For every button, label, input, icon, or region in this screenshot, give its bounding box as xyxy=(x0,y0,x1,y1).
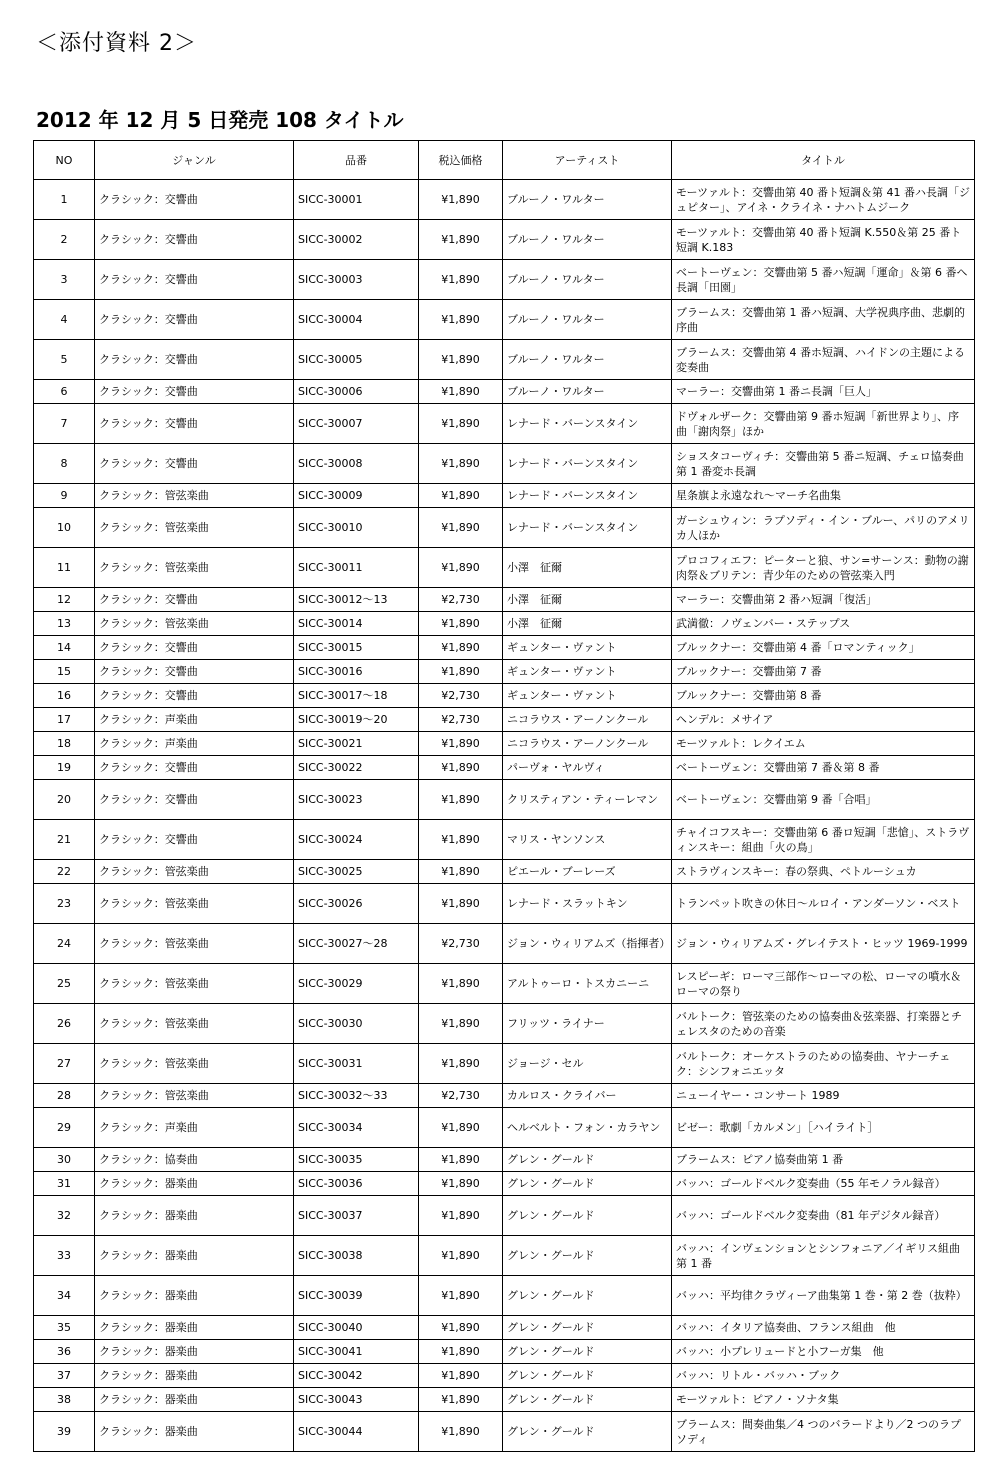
cell-artist: グレン・グールド xyxy=(503,1196,672,1236)
table-row xyxy=(34,340,975,380)
cell-title: ショスタコーヴィチ：交響曲第 5 番ニ短調、チェロ協奏曲第 1 番変ホ長調 xyxy=(672,444,975,484)
cell-price: ¥1,890 xyxy=(419,1196,503,1236)
cell-code: SICC-30007 xyxy=(294,404,419,444)
cell-artist: ブルーノ・ワルター xyxy=(503,300,672,340)
cell-artist: ギュンター・ヴァント xyxy=(503,636,672,660)
cell-title: レスピーギ：ローマ三部作～ローマの松、ローマの噴水＆ローマの祭り xyxy=(672,964,975,1004)
cell-artist: ジョージ・セル xyxy=(503,1044,672,1084)
cell-title: ブルックナー：交響曲第 8 番 xyxy=(672,684,975,708)
cell-artist: レナード・スラットキン xyxy=(503,884,672,924)
cell-title: バッハ：リトル・バッハ・ブック xyxy=(672,1364,975,1388)
cell-artist: フリッツ・ライナー xyxy=(503,1004,672,1044)
cell-genre: クラシック：交響曲 xyxy=(95,756,294,780)
table-row xyxy=(34,1276,975,1316)
cell-no: 3 xyxy=(34,260,95,300)
cell-code: SICC-30025 xyxy=(294,860,419,884)
cell-price: ¥1,890 xyxy=(419,1276,503,1316)
cell-artist: クリスティアン・ティーレマン xyxy=(503,780,672,820)
cell-no: 18 xyxy=(34,732,95,756)
table-row xyxy=(34,1172,975,1196)
cell-title: バルトーク：オーケストラのための協奏曲、ヤナーチェク：シンフォニエッタ xyxy=(672,1044,975,1084)
cell-code: SICC-30002 xyxy=(294,220,419,260)
table-row xyxy=(34,300,975,340)
cell-genre: クラシック：交響曲 xyxy=(95,300,294,340)
cell-no: 11 xyxy=(34,548,95,588)
cell-price: ¥1,890 xyxy=(419,780,503,820)
cell-artist: ブルーノ・ワルター xyxy=(503,380,672,404)
cell-code: SICC-30006 xyxy=(294,380,419,404)
cell-code: SICC-30038 xyxy=(294,1236,419,1276)
column-header-genre: ジャンル xyxy=(95,141,294,180)
cell-code: SICC-30014 xyxy=(294,612,419,636)
cell-genre: クラシック：管弦楽曲 xyxy=(95,484,294,508)
table-header-row xyxy=(34,141,975,180)
cell-artist: 小澤 征爾 xyxy=(503,612,672,636)
cell-no: 2 xyxy=(34,220,95,260)
table-row xyxy=(34,780,975,820)
cell-no: 12 xyxy=(34,588,95,612)
cell-code: SICC-30009 xyxy=(294,484,419,508)
cell-no: 24 xyxy=(34,924,95,964)
cell-no: 39 xyxy=(34,1412,95,1452)
cell-title: トランペット吹きの休日～ルロイ・アンダーソン・ベスト xyxy=(672,884,975,924)
cell-artist: ヘルベルト・フォン・カラヤン xyxy=(503,1108,672,1148)
table-row xyxy=(34,444,975,484)
cell-price: ¥2,730 xyxy=(419,708,503,732)
cell-title: ベートーヴェン：交響曲第 7 番＆第 8 番 xyxy=(672,756,975,780)
cell-no: 25 xyxy=(34,964,95,1004)
cell-no: 5 xyxy=(34,340,95,380)
cell-code: SICC-30035 xyxy=(294,1148,419,1172)
cell-price: ¥1,890 xyxy=(419,1148,503,1172)
cell-artist: ブルーノ・ワルター xyxy=(503,340,672,380)
cell-artist: グレン・グールド xyxy=(503,1388,672,1412)
cell-genre: クラシック：管弦楽曲 xyxy=(95,508,294,548)
cell-artist: ジョン・ウィリアムズ（指揮者） xyxy=(503,924,672,964)
cell-code: SICC-30036 xyxy=(294,1172,419,1196)
table-row xyxy=(34,380,975,404)
cell-no: 30 xyxy=(34,1148,95,1172)
table-row xyxy=(34,860,975,884)
cell-title: バルトーク：管弦楽のための協奏曲＆弦楽器、打楽器とチェレスタのための音楽 xyxy=(672,1004,975,1044)
column-header-artist: アーティスト xyxy=(503,141,672,180)
cell-no: 20 xyxy=(34,780,95,820)
cell-genre: クラシック：交響曲 xyxy=(95,820,294,860)
cell-genre: クラシック：管弦楽曲 xyxy=(95,1044,294,1084)
cell-title: ブラームス：交響曲第 4 番ホ短調、ハイドンの主題による変奏曲 xyxy=(672,340,975,380)
cell-title: バッハ：小プレリュードと小フーガ集 他 xyxy=(672,1340,975,1364)
cell-price: ¥1,890 xyxy=(419,548,503,588)
cell-price: ¥1,890 xyxy=(419,300,503,340)
cell-price: ¥1,890 xyxy=(419,756,503,780)
cell-no: 37 xyxy=(34,1364,95,1388)
cell-title: ベートーヴェン：交響曲第 5 番ハ短調「運命」＆第 6 番ヘ長調「田園」 xyxy=(672,260,975,300)
cell-no: 31 xyxy=(34,1172,95,1196)
cell-code: SICC-30010 xyxy=(294,508,419,548)
cell-artist: ブルーノ・ワルター xyxy=(503,180,672,220)
cell-code: SICC-30043 xyxy=(294,1388,419,1412)
cell-title: ドヴォルザーク：交響曲第 9 番ホ短調「新世界より」、序曲「謝肉祭」ほか xyxy=(672,404,975,444)
cell-price: ¥1,890 xyxy=(419,636,503,660)
cell-artist: レナード・バーンスタイン xyxy=(503,508,672,548)
cell-title: 星条旗よ永遠なれ～マーチ名曲集 xyxy=(672,484,975,508)
table-row xyxy=(34,884,975,924)
cell-genre: クラシック：器楽曲 xyxy=(95,1276,294,1316)
cell-price: ¥1,890 xyxy=(419,1004,503,1044)
cell-title: ビゼー：歌劇「カルメン」［ハイライト］ xyxy=(672,1108,975,1148)
table-row xyxy=(34,484,975,508)
cell-price: ¥1,890 xyxy=(419,484,503,508)
cell-title: 武満徹：ノヴェンバー・ステップス xyxy=(672,612,975,636)
attachment-label: ＜添付資料 2＞ xyxy=(36,31,197,56)
cell-code: SICC-30001 xyxy=(294,180,419,220)
cell-code: SICC-30027～28 xyxy=(294,924,419,964)
cell-artist: ニコラウス・アーノンクール xyxy=(503,732,672,756)
cell-artist: グレン・グールド xyxy=(503,1172,672,1196)
cell-genre: クラシック：器楽曲 xyxy=(95,1172,294,1196)
cell-code: SICC-30042 xyxy=(294,1364,419,1388)
cell-title: マーラー：交響曲第 2 番ハ短調「復活」 xyxy=(672,588,975,612)
cell-no: 17 xyxy=(34,708,95,732)
table-row xyxy=(34,508,975,548)
table-row xyxy=(34,1196,975,1236)
cell-no: 1 xyxy=(34,180,95,220)
cell-price: ¥2,730 xyxy=(419,684,503,708)
cell-price: ¥1,890 xyxy=(419,660,503,684)
cell-no: 6 xyxy=(34,380,95,404)
cell-code: SICC-30040 xyxy=(294,1316,419,1340)
table-row xyxy=(34,1004,975,1044)
cell-artist: グレン・グールド xyxy=(503,1340,672,1364)
cell-no: 32 xyxy=(34,1196,95,1236)
cell-genre: クラシック：管弦楽曲 xyxy=(95,548,294,588)
cell-title: ブラームス：ピアノ協奏曲第 1 番 xyxy=(672,1148,975,1172)
cell-price: ¥1,890 xyxy=(419,1364,503,1388)
table-row xyxy=(34,924,975,964)
column-header-title: タイトル xyxy=(672,141,975,180)
cell-code: SICC-30039 xyxy=(294,1276,419,1316)
cell-genre: クラシック：器楽曲 xyxy=(95,1412,294,1452)
cell-price: ¥1,890 xyxy=(419,260,503,300)
cell-code: SICC-30021 xyxy=(294,732,419,756)
cell-artist: パーヴォ・ヤルヴィ xyxy=(503,756,672,780)
cell-genre: クラシック：管弦楽曲 xyxy=(95,1004,294,1044)
cell-code: SICC-30032～33 xyxy=(294,1084,419,1108)
cell-no: 27 xyxy=(34,1044,95,1084)
cell-title: ブルックナー：交響曲第 4 番「ロマンティック」 xyxy=(672,636,975,660)
table-row xyxy=(34,1084,975,1108)
cell-price: ¥1,890 xyxy=(419,1108,503,1148)
table-row xyxy=(34,260,975,300)
table-row xyxy=(34,1388,975,1412)
cell-no: 29 xyxy=(34,1108,95,1148)
cell-title: ストラヴィンスキー：春の祭典、ペトルーシュカ xyxy=(672,860,975,884)
column-header-code: 品番 xyxy=(294,141,419,180)
cell-title: ガーシュウィン：ラプソディ・イン・ブルー、パリのアメリカ人ほか xyxy=(672,508,975,548)
cell-genre: クラシック：管弦楽曲 xyxy=(95,612,294,636)
table-body xyxy=(34,180,975,1452)
cell-no: 23 xyxy=(34,884,95,924)
cell-price: ¥1,890 xyxy=(419,1236,503,1276)
cell-code: SICC-30041 xyxy=(294,1340,419,1364)
table-row xyxy=(34,548,975,588)
cell-genre: クラシック：交響曲 xyxy=(95,444,294,484)
table-row xyxy=(34,1316,975,1340)
table-row xyxy=(34,756,975,780)
cell-genre: クラシック：協奏曲 xyxy=(95,1148,294,1172)
cell-title: ブラームス：間奏曲集／4 つのバラードより／2 つのラプソディ xyxy=(672,1412,975,1452)
cell-artist: ブルーノ・ワルター xyxy=(503,220,672,260)
cell-price: ¥1,890 xyxy=(419,220,503,260)
cell-artist: ニコラウス・アーノンクール xyxy=(503,708,672,732)
cell-no: 26 xyxy=(34,1004,95,1044)
cell-title: バッハ：ゴールドベルク変奏曲（55 年モノラル録音） xyxy=(672,1172,975,1196)
table-row xyxy=(34,1044,975,1084)
table-row xyxy=(34,180,975,220)
cell-genre: クラシック：声楽曲 xyxy=(95,708,294,732)
cell-no: 34 xyxy=(34,1276,95,1316)
cell-genre: クラシック：管弦楽曲 xyxy=(95,860,294,884)
cell-price: ¥1,890 xyxy=(419,508,503,548)
cell-no: 36 xyxy=(34,1340,95,1364)
table-row xyxy=(34,220,975,260)
cell-price: ¥1,890 xyxy=(419,612,503,636)
cell-title: ヘンデル：メサイア xyxy=(672,708,975,732)
table-row xyxy=(34,588,975,612)
cell-code: SICC-30012～13 xyxy=(294,588,419,612)
cell-no: 35 xyxy=(34,1316,95,1340)
table-row xyxy=(34,964,975,1004)
cell-no: 15 xyxy=(34,660,95,684)
cell-price: ¥2,730 xyxy=(419,588,503,612)
cell-artist: ギュンター・ヴァント xyxy=(503,660,672,684)
cell-no: 9 xyxy=(34,484,95,508)
cell-price: ¥1,890 xyxy=(419,860,503,884)
cell-title: バッハ：インヴェンションとシンフォニア／イギリス組曲第 1 番 xyxy=(672,1236,975,1276)
cell-price: ¥2,730 xyxy=(419,1084,503,1108)
table-row xyxy=(34,636,975,660)
cell-genre: クラシック：交響曲 xyxy=(95,380,294,404)
release-table xyxy=(33,140,975,1452)
cell-artist: グレン・グールド xyxy=(503,1412,672,1452)
cell-price: ¥1,890 xyxy=(419,404,503,444)
cell-artist: ピエール・ブーレーズ xyxy=(503,860,672,884)
cell-artist: ギュンター・ヴァント xyxy=(503,684,672,708)
cell-code: SICC-30037 xyxy=(294,1196,419,1236)
cell-no: 19 xyxy=(34,756,95,780)
cell-genre: クラシック：器楽曲 xyxy=(95,1364,294,1388)
cell-genre: クラシック：声楽曲 xyxy=(95,1108,294,1148)
table-row xyxy=(34,1412,975,1452)
cell-code: SICC-30016 xyxy=(294,660,419,684)
page-title: 2012 年 12 月 5 日発売 108 タイトル xyxy=(36,108,404,132)
table-row xyxy=(34,1364,975,1388)
cell-price: ¥1,890 xyxy=(419,180,503,220)
cell-title: モーツァルト：レクイエム xyxy=(672,732,975,756)
cell-title: バッハ：イタリア協奏曲、フランス組曲 他 xyxy=(672,1316,975,1340)
cell-genre: クラシック：声楽曲 xyxy=(95,732,294,756)
cell-artist: グレン・グールド xyxy=(503,1364,672,1388)
cell-title: チャイコフスキー：交響曲第 6 番ロ短調「悲愴」、ストラヴィンスキー：組曲「火の鳥」 xyxy=(672,820,975,860)
table-row xyxy=(34,404,975,444)
cell-code: SICC-30031 xyxy=(294,1044,419,1084)
cell-title: モーツァルト：交響曲第 40 番ト短調 K.550＆第 25 番ト短調 K.183 xyxy=(672,220,975,260)
cell-code: SICC-30017～18 xyxy=(294,684,419,708)
cell-price: ¥1,890 xyxy=(419,1340,503,1364)
cell-title: バッハ：ゴールドベルク変奏曲（81 年デジタル録音） xyxy=(672,1196,975,1236)
cell-title: ベートーヴェン：交響曲第 9 番「合唱」 xyxy=(672,780,975,820)
cell-no: 16 xyxy=(34,684,95,708)
cell-artist: 小澤 征爾 xyxy=(503,548,672,588)
cell-artist: グレン・グールド xyxy=(503,1276,672,1316)
cell-genre: クラシック：管弦楽曲 xyxy=(95,884,294,924)
cell-code: SICC-30034 xyxy=(294,1108,419,1148)
cell-price: ¥1,890 xyxy=(419,380,503,404)
cell-artist: レナード・バーンスタイン xyxy=(503,404,672,444)
cell-genre: クラシック：交響曲 xyxy=(95,636,294,660)
table-row xyxy=(34,820,975,860)
cell-code: SICC-30015 xyxy=(294,636,419,660)
cell-code: SICC-30004 xyxy=(294,300,419,340)
cell-artist: ブルーノ・ワルター xyxy=(503,260,672,300)
cell-code: SICC-30026 xyxy=(294,884,419,924)
cell-genre: クラシック：管弦楽曲 xyxy=(95,964,294,1004)
cell-code: SICC-30023 xyxy=(294,780,419,820)
cell-no: 7 xyxy=(34,404,95,444)
cell-genre: クラシック：器楽曲 xyxy=(95,1388,294,1412)
cell-title: バッハ：平均律クラヴィーア曲集第 1 巻・第 2 巻（抜粋） xyxy=(672,1276,975,1316)
cell-artist: マリス・ヤンソンス xyxy=(503,820,672,860)
cell-genre: クラシック：交響曲 xyxy=(95,180,294,220)
cell-price: ¥1,890 xyxy=(419,1044,503,1084)
table-row xyxy=(34,1340,975,1364)
cell-genre: クラシック：交響曲 xyxy=(95,404,294,444)
table-row xyxy=(34,660,975,684)
cell-artist: レナード・バーンスタイン xyxy=(503,444,672,484)
cell-artist: グレン・グールド xyxy=(503,1236,672,1276)
cell-artist: アルトゥーロ・トスカニーニ xyxy=(503,964,672,1004)
cell-title: ジョン・ウィリアムズ・グレイテスト・ヒッツ 1969-1999 xyxy=(672,924,975,964)
table-row xyxy=(34,732,975,756)
cell-genre: クラシック：器楽曲 xyxy=(95,1340,294,1364)
cell-genre: クラシック：交響曲 xyxy=(95,340,294,380)
table-row xyxy=(34,1108,975,1148)
cell-code: SICC-30008 xyxy=(294,444,419,484)
cell-no: 13 xyxy=(34,612,95,636)
cell-title: ブラームス：交響曲第 1 番ハ短調、大学祝典序曲、悲劇的序曲 xyxy=(672,300,975,340)
cell-price: ¥2,730 xyxy=(419,924,503,964)
cell-title: モーツァルト：交響曲第 40 番ト短調＆第 41 番ハ長調「ジュピター」、アイネ・クライネ・ナハトムジーク xyxy=(672,180,975,220)
cell-genre: クラシック：交響曲 xyxy=(95,588,294,612)
cell-price: ¥1,890 xyxy=(419,820,503,860)
table-row xyxy=(34,684,975,708)
cell-artist: 小澤 征爾 xyxy=(503,588,672,612)
cell-title: ブルックナー：交響曲第 7 番 xyxy=(672,660,975,684)
table-row xyxy=(34,612,975,636)
cell-no: 4 xyxy=(34,300,95,340)
cell-code: SICC-30011 xyxy=(294,548,419,588)
table-row xyxy=(34,1236,975,1276)
table-row xyxy=(34,708,975,732)
cell-no: 21 xyxy=(34,820,95,860)
cell-price: ¥1,890 xyxy=(419,1412,503,1452)
cell-genre: クラシック：交響曲 xyxy=(95,260,294,300)
cell-code: SICC-30024 xyxy=(294,820,419,860)
cell-title: プロコフィエフ：ピーターと狼、サン=サーンス：動物の謝肉祭＆ブリテン：青少年のための管弦楽入門 xyxy=(672,548,975,588)
cell-price: ¥1,890 xyxy=(419,964,503,1004)
cell-no: 38 xyxy=(34,1388,95,1412)
cell-genre: クラシック：交響曲 xyxy=(95,684,294,708)
cell-no: 28 xyxy=(34,1084,95,1108)
cell-no: 33 xyxy=(34,1236,95,1276)
cell-price: ¥1,890 xyxy=(419,444,503,484)
cell-code: SICC-30005 xyxy=(294,340,419,380)
cell-genre: クラシック：交響曲 xyxy=(95,660,294,684)
cell-code: SICC-30044 xyxy=(294,1412,419,1452)
cell-no: 8 xyxy=(34,444,95,484)
column-header-price: 税込価格 xyxy=(419,141,503,180)
cell-genre: クラシック：管弦楽曲 xyxy=(95,1084,294,1108)
cell-price: ¥1,890 xyxy=(419,1172,503,1196)
cell-code: SICC-30003 xyxy=(294,260,419,300)
cell-price: ¥1,890 xyxy=(419,1388,503,1412)
cell-no: 22 xyxy=(34,860,95,884)
cell-artist: グレン・グールド xyxy=(503,1148,672,1172)
cell-genre: クラシック：器楽曲 xyxy=(95,1316,294,1340)
cell-genre: クラシック：交響曲 xyxy=(95,780,294,820)
cell-genre: クラシック：器楽曲 xyxy=(95,1236,294,1276)
cell-title: モーツァルト：ピアノ・ソナタ集 xyxy=(672,1388,975,1412)
cell-genre: クラシック：管弦楽曲 xyxy=(95,924,294,964)
cell-price: ¥1,890 xyxy=(419,732,503,756)
cell-artist: カルロス・クライバー xyxy=(503,1084,672,1108)
cell-code: SICC-30022 xyxy=(294,756,419,780)
table-row xyxy=(34,1148,975,1172)
cell-price: ¥1,890 xyxy=(419,1316,503,1340)
cell-title: ニューイヤー・コンサート 1989 xyxy=(672,1084,975,1108)
cell-price: ¥1,890 xyxy=(419,884,503,924)
column-header-no: NO xyxy=(34,141,95,180)
cell-code: SICC-30019～20 xyxy=(294,708,419,732)
cell-no: 10 xyxy=(34,508,95,548)
cell-code: SICC-30029 xyxy=(294,964,419,1004)
cell-genre: クラシック：器楽曲 xyxy=(95,1196,294,1236)
cell-genre: クラシック：交響曲 xyxy=(95,220,294,260)
cell-artist: レナード・バーンスタイン xyxy=(503,484,672,508)
cell-artist: グレン・グールド xyxy=(503,1316,672,1340)
cell-no: 14 xyxy=(34,636,95,660)
cell-code: SICC-30030 xyxy=(294,1004,419,1044)
cell-title: マーラー：交響曲第 1 番ニ長調「巨人」 xyxy=(672,380,975,404)
cell-price: ¥1,890 xyxy=(419,340,503,380)
